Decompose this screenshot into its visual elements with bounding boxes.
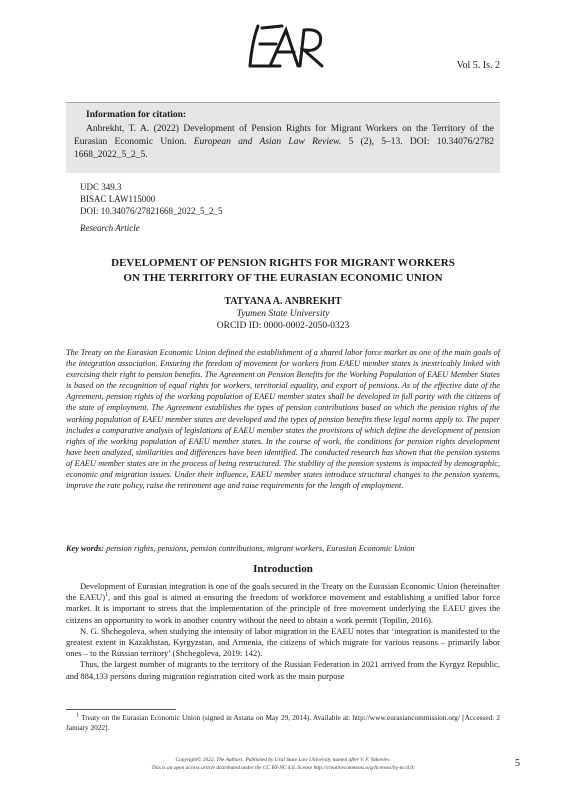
paragraph-text: , and this goal is aimed at ensuring the freedom of workforce movement and establishing a unified labor force market. It is important to stress that the implementation of the principle of free movement underlying the EAEU gives the citizens an opportunity to work in another country without the need to obtain a work permit (Topilin, 2016). [66,592,500,625]
citation-main: Anbrekht, T. A. (2022) Development of Pension Rights for Migrant Workers on the Territory of the Eurasian Economic Union. [74,124,494,147]
citation-tail: 5 (2), 5–13. DOI: 10.34076/2782 1668_2022_5_2_5. [74,137,495,160]
paragraph [66,581,500,626]
keywords-label: Key words: [66,544,105,553]
author-affiliation: Tyumen State University [236,309,330,319]
abstract: The Treaty on the Eurasian Economic Union defined the establishment of a shared labor force market as one of the main goals of the integration association. Ensuring the freedom of movement for workers from EAEU member states is inextricably linked with exercising their right to pension benefits. The Agreement on Pension Benefits for the Working Population of EAEU Member States is based on the recognition of equal rights for workers, territorial equality, and export of pensions. As of the effective date of the Agreement, pension rights of the working population of EAEU member states shall be developed in full parity with the citizens of the state of employment. The Agreement establishes the types of pension contributions based on which the pension rights of the working population of EAEU member states are developed and the types of pension benefits these legal norms apply to. The paper includes a comparative analysis of legislations of EAEU member states the provisions of which define the development of pension rights of the working population of EAEU member states. In the course of work, the conditions for pension rights development have been analyzed, similarities and differences have been identified. The conducted research has shown that the pension systems of EAEU member states are in the process of being restructured. The stability of the pension systems is impacted by demographic, economic and migration issues. Under their influence, EAEU member states introduce structural changes to the pension systems, improve the rate policy, raise the retirement age and raise requirements for the length of employment. [66,348,500,491]
footnote-number: 1 [76,712,79,719]
title-line-2: ON THE TERRITORY OF THE EURASIAN ECONOMIC UNION [123,272,443,284]
doi: DOI: 10.34076/27821668_2022_5_2_5 [80,206,223,216]
author-orcid: ORCID ID: 0000-0002-2050-0323 [216,321,350,331]
citation-text [74,123,494,162]
paragraph-text: Development of Eurasian integration is one of the goals secured in the Treaty on the Eurasian Economic Union (hereinafter the EAEU) [66,581,500,603]
footnote-divider [66,709,176,710]
copyright-line-1: Copyright© 2022, The Authors. Published by Ural State Law University named after V. F. Yakovlev. [175,757,391,763]
citation-journal: European and Asian Law Review. [193,137,342,147]
article-type: Research Article [80,223,140,233]
paragraph: Thus, the largest number of migrants to the territory of the Russian Federation in 2021 arrived from the Kyrgyz Republic, and 884,133 persons during migration registration cited work as the main purpose [66,659,500,681]
page-number: 5 [515,758,520,769]
bisac-code: BISAC LAW115000 [80,194,156,204]
copyright-line-2: This is an open access article distributed under the CC BY-NC 4.0. license http://creativecommons.org/licenses/by-nc/4.0/ [151,764,415,771]
footnote-ref[interactable]: 1 [105,592,109,599]
title-line-1: DEVELOPMENT OF PENSION RIGHTS FOR MIGRANT WORKERS [111,257,455,269]
udc-code: UDC 349.3 [80,182,122,192]
article-title [66,256,500,286]
footnote-text: Treaty on the Eurasian Economic Union (signed in Astana on May 29, 2014). Available at: http://www.eurasiancommission.org/ [Accessed: 2 January 2022]. [66,713,500,732]
footnote [66,713,500,733]
citation-box [66,102,500,173]
section-heading-introduction: Introduction [253,563,313,575]
volume-issue: Vol 5. Is. 2 [456,60,500,71]
copyright-notice [66,757,500,772]
citation-heading: Information for citation: [86,110,187,120]
keywords-list: pension rights, pensions, pension contributions, migrant workers, Eurasian Economic Union [106,544,415,553]
author-name: TATYANA A. ANBREKHT [224,296,342,307]
introduction-body [66,581,500,682]
paragraph: N. G. Shchegoleva, when studying the intensity of labor migration in the EAEU notes that ‘integration is manifested to the greatest extent in Kazakhstan, Kyrgyzstan, and Armenia, the citizens of which migrate for various reasons – primarily labor ones – to the Russian territory’ (Shchegoleva, 2019: 142). [66,625,500,659]
journal-logo [240,22,330,72]
keywords [66,543,500,554]
